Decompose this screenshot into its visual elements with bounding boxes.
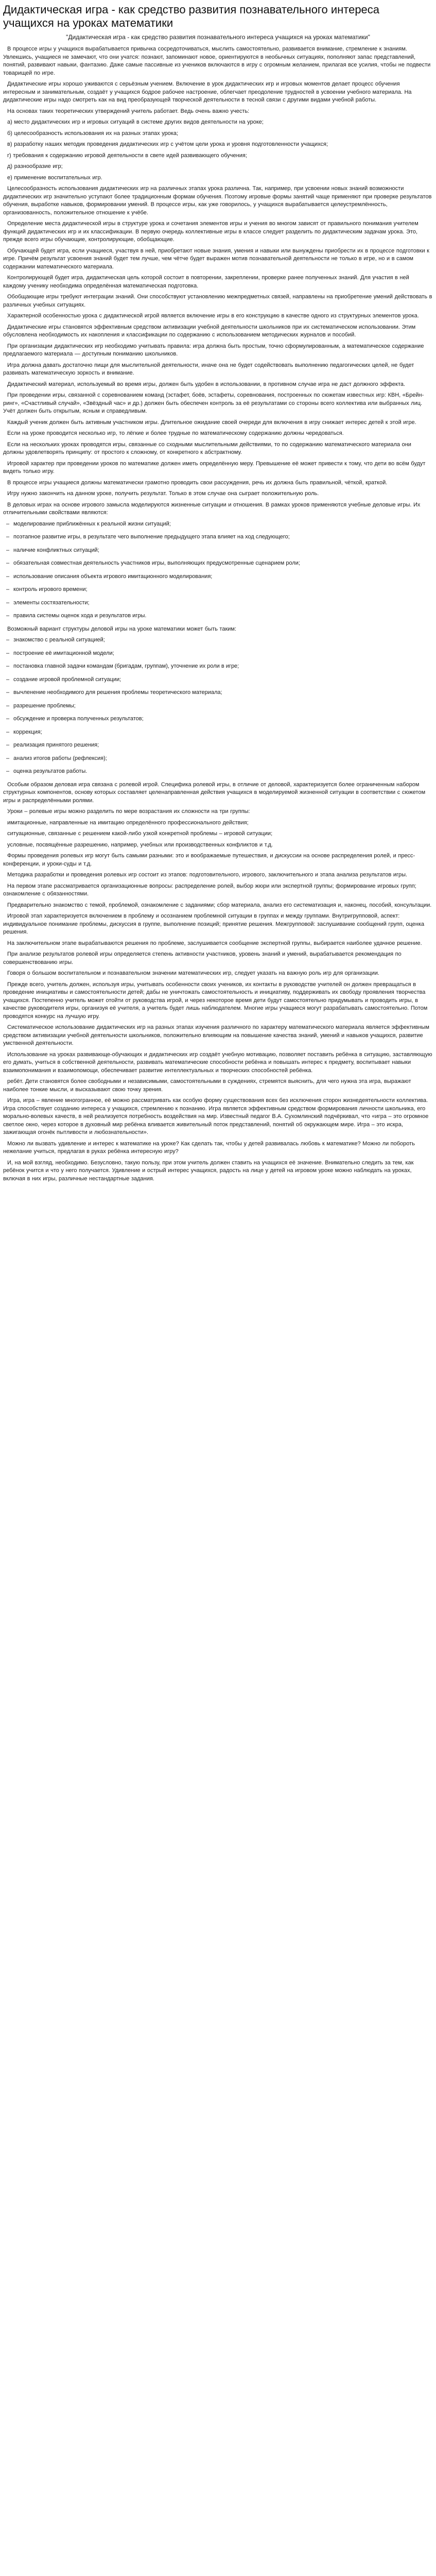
paragraph: Использование на уроках развивающе-обучающих и дидактических игр создаёт учебную мотивацию, позволяет поставить ребёнка в ситуацию, заставляющую его думать, учиться в собственной деятельности, развивать математические способности ребёнка и повышать интерес к предмету, воспитывает навыки взаимопонимания и взаимопомощи, обеспечивает развитие интеллектуальных и творческих способностей ребёнка. xyxy=(3,1051,432,1074)
paragraph: Игровой этап характеризуется включением в проблему и осознанием проблемной ситуации в группах и между группами. Внутригрупповой, аспект: индивидуальное понимание проблемы, дискуссия в группе, выполнение позиций; принятие решения. Межгрупповой: заслушивание сообщений групп, оценка решения. xyxy=(3,913,425,935)
paragraph: имитационные, направленные на имитацию определённого профессионального действия; xyxy=(7,819,249,826)
paragraph: На первом этапе рассматривается организационные вопросы: распределение ролей, выбор жюри или экспертной группы; формирование игровых групп; ознакомление с обязанностями. xyxy=(3,883,416,897)
paragraph: В процессе игры учащиеся должны математически грамотно проводить свои рассуждения, речь их должна быть правильной, чёткой, краткой. xyxy=(7,479,388,486)
list-item: – создание игровой проблемной ситуации; xyxy=(13,676,433,684)
list-item: – оценка результатов работы. xyxy=(13,768,433,776)
paragraph: г) требования к содержанию игровой деятельности в свете идей развивающего обучения; xyxy=(7,152,247,159)
list-item: – обсуждение и проверка полученных результатов; xyxy=(13,715,433,723)
list-item: – использование описания объекта игрового имитационного моделирования; xyxy=(13,573,433,581)
paragraph: е) применение воспитательных игр. xyxy=(7,174,102,181)
paragraph: В процессе игры у учащихся вырабатывается привычка сосредоточиваться, мыслить самостоятельно, развивается внимание, стремление к знаниям. Увлекшись, учащиеся не замечают, что они учатся: познают, запоминают новое, ориентируются в необычных ситуациях, пополняют запас представлений, понятий, развивают навыки, фантазию. Даже самые пассивные из учеников включаются в игру с огромным желанием, прилагая все усилия, чтобы не подвести товарищей по игре. xyxy=(3,46,431,76)
paragraph: Можно ли вызвать удивление и интерес к математике на уроке? Как сделать так, чтобы у детей развивалась любовь к математике? Можно ли побороть нежелание учиться, предлагая в руках ребёнка интересную игру? xyxy=(3,1140,415,1155)
list-item: – поэтапное развитие игры, в результате чего выполнение предыдущего этапа влияет на ход следующего; xyxy=(13,533,433,541)
paragraph: При проведении игры, связанной с соревнованием команд (эстафет, боёв, эстафеты, соревнования, построенных по сюжетам известных игр: КВН, «Брейн-ринг», «Счастливый случай», «Звёздный час» и др.) должен быть обеспечен контроль за её результатами со стороны всего коллектива или выбранных лиц. Учёт должен быть открытым, ясным и справедливым. xyxy=(3,392,424,414)
paragraph: И, на мой взгляд, необходимо. Безусловно, такую пользу, при этом учитель должен ставить на учащихся её значение. Внимательно следить за тем, как ребёнок учится и что у него получается. Удивление и острый интерес учащихся, радость на лице у детей на игровом уроке можно наблюдать на уроках, включая в них игры, различные нестандартные задания. xyxy=(3,1159,414,1182)
list-item: – построение её имитационной модели; xyxy=(13,650,433,658)
list-item: – анализ итогов работы (рефлексия); xyxy=(13,755,433,763)
paragraph: Обучающей будет игра, если учащиеся, участвуя в ней, приобретают новые знания, умения и навыки или вынуждены приобрести их в процессе подготовки к игре. Причём результат усвоения знаний будет тем лучше, чем чётче будет выражен мотив познавательной деятельности не только в игре, но и в самом содержании математического материала. xyxy=(3,247,429,270)
list-item: – наличие конфликтных ситуаций; xyxy=(13,547,433,555)
paragraph: Говоря о большом воспитательном и познавательном значении математических игр, следует указать на важную роль игр для организации. xyxy=(7,970,379,976)
paragraph: условные, посвящённые разрешению, например, учебных или производственных конфликтов и т.д. xyxy=(7,841,273,848)
paragraph: В деловых играх на основе игрового замысла моделируются жизненные ситуации и отношения. В рамках уроков применяются учебные деловые игры. Их отличительными свойствами являются: xyxy=(3,501,421,516)
list-item: – обязательная совместная деятельность участников игры, выполняющих предусмотренные сценарием роли; xyxy=(13,560,433,568)
paragraph: При организации дидактических игр необходимо учитывать правила: игра должна быть простым, точно сформулированным, а математическое содержание предлагаемого материала — доступным пониманию школьников. xyxy=(3,343,424,357)
paragraph: Дидактический материал, используемый во время игры, должен быть удобен в использовании, в противном случае игра не даст должного эффекта. xyxy=(7,381,406,387)
list-item: – постановка главной задачи командам (бригадам, группам), уточнение их роли в игре; xyxy=(13,663,433,671)
paragraph: Игровой характер при проведении уроков по математике должен иметь определённую меру. Превышение её может привести к тому, что дети во всём будут видеть только игру. xyxy=(3,460,426,474)
paragraph: Игра должна давать достаточно пищи для мыслительной деятельности, иначе она не будет содействовать выполнению педагогических целей, не будет развивать математическую зоркость и внимание. xyxy=(3,362,414,376)
article-title: Дидактическая игра - как средство развития познавательного интереса учащихся на уроках математики xyxy=(3,3,380,29)
document-page xyxy=(0,0,436,1196)
paragraph: Систематическое использование дидактических игр на разных этапах изучения различного по характеру математического материала является эффективным средством активизации учебной деятельности школьников, положительно влияющим на повышение качества знаний, умений и навыков учащихся, развитие умственной деятельности. xyxy=(3,1024,429,1046)
bullet-list xyxy=(3,520,433,620)
paragraph: Контролирующей будет игра, дидактическая цель которой состоит в повторении, закреплении, проверке ранее полученных знаний. Для участия в ней каждому ученику необходима определённая математическая подготовка. xyxy=(3,275,409,289)
paragraph: На основах таких теоретических утверждений учитель работает. Ведь очень важно учесть: xyxy=(7,108,250,114)
paragraph: Каждый ученик должен быть активным участником игры. Длительное ожидание своей очереди для включения в игру снижает интерес детей к этой игре. xyxy=(7,419,416,426)
list-item: – знакомство с реальной ситуацией; xyxy=(13,636,433,645)
paragraph: Методика разработки и проведения ролевых игр состоит из этапов: подготовительного, игрового, заключительного и этапа анализа результатов игры. xyxy=(7,872,408,878)
paragraph: а) место дидактических игр и игровых ситуаций в системе других видов деятельности на уроке; xyxy=(7,119,264,125)
article-subtitle: "Дидактическая игра - как средство развития познавательного интереса учащихся на уроках математики" xyxy=(66,33,370,41)
article-body xyxy=(3,45,433,1183)
paragraph: в) разработку наших методик проведения дидактических игр с учётом цели урока и уровня подготовленности учащихся; xyxy=(7,141,328,147)
paragraph: Игра, игра – явление многогранное, её можно рассматривать как особую форму существования всех без исключения сторон жизнедеятельности коллектива. Игра способствует созданию интереса у учащихся, стремлению к познанию. Игра является эффективным средством формирования личности школьника, его морально-волевых качеств, в ней реализуется потребность воздействия на мир. Известный педагог В.А. Сухомлинский подчёркивал, что «игра – это огромное светлое окно, через которое в духовный мир ребёнка вливается живительный поток представлений, понятий об окружающем мире. Игра – это искра, зажигающая огонёк пытливости и любознательности». xyxy=(3,1097,429,1136)
list-item: – реализация принятого решения; xyxy=(13,741,433,750)
paragraph: Предварительно знакомство с темой, проблемой, ознакомление с заданиями; сбор материала, анализ его систематизация и, наконец, пособий, консультации. xyxy=(7,902,432,908)
paragraph: ребёт. Дети становятся более свободными и независимыми, самостоятельными в суждениях, стремятся выяснить, для чего нужна эта игра, выражают наиболее тонкие мысли, и высказывают свою точку зрения. xyxy=(3,1078,411,1093)
paragraph: б) целесообразность использования их на разных этапах урока; xyxy=(7,130,179,137)
list-item: – элементы состязательности; xyxy=(13,599,433,607)
list-item: – правила системы оценок хода и результатов игры. xyxy=(13,612,433,620)
paragraph: Возможный вариант структуры деловой игры на уроке математики может быть таким: xyxy=(7,625,237,632)
paragraph: д) разнообразие игр; xyxy=(7,163,63,170)
paragraph: Игру нужно закончить на данном уроке, получить результат. Только в этом случае она сыграет положительную роль. xyxy=(7,490,319,497)
paragraph: При анализе результатов ролевой игры определяется степень активности участников, уровень знаний и умений, вырабатывается рекомендация по совершенствованию игры. xyxy=(3,951,402,965)
paragraph: Обобщающие игры требуют интеграции знаний. Они способствуют установлению межпредметных связей, направлены на приобретение умений действовать в различных учебных ситуациях. xyxy=(3,294,432,308)
paragraph: Если на нескольких уроках проводятся игры, связанные со сходными мыслительными действиями, то по содержанию математического материала они должны удовлетворять принципу: от простого к сложному, от конкретного к абстрактному. xyxy=(3,441,411,455)
paragraph: Определение места дидактической игры в структуре урока и сочетания элементов игры и учения во многом зависят от правильного понимания учителем функций дидактических игр и их классификации. В первую очередь коллективные игры в классе следует разделить по дидактическим задачам урока. Это, прежде всего игры обучающие, контролирующие, обобщающие. xyxy=(3,221,418,243)
list-item: – коррекция; xyxy=(13,728,433,737)
list-item: – вычленение необходимого для решения проблемы теоретического материала; xyxy=(13,689,433,697)
paragraph: Дидактические игры хорошо уживаются с серьёзным учением. Включение в урок дидактических игр и игровых моментов делает процесс обучения интересным и занимательным, создаёт у учащихся бодрое рабочее настроение, облегчает преодоление трудностей в усвоении учебного материала. На дидактические игры надо смотреть как на вид преобразующей творческой деятельности в тесной связи с другими видами учебной работы. xyxy=(3,81,412,103)
paragraph: Прежде всего, учитель должен, используя игры, учитывать особенности своих учеников, их контакты в руководстве учителей он должен превращаться в проведение инициативы и самостоятельности детей; дабы не уничтожать самостоятельность и инициативу, поддерживать их свободу проявления творчества учащихся. Постепенно учитель может отойти от руководства игрой, и через некоторое время дети будут самостоятельно придумывать и проводить игры, в качестве руководителя игры, организуя её учителя, а учитель будет лишь наблюдателем. Многие игры учащиеся могут разрабатывать самостоятельно. Потом проводятся конкурс на лучшую игру. xyxy=(3,981,428,1020)
paragraph: На заключительном этапе вырабатываются решения по проблеме, заслушивается сообщение экспертной группы, выбирается наиболее удачное решение. xyxy=(7,940,422,946)
paragraph: Формы проведения ролевых игр могут быть самыми разными: это и воображаемые путешествия, и дискуссии на основе распределения ролей, и пресс-конференции, и уроки-суды и т.д. xyxy=(3,853,415,867)
paragraph: Если на уроке проводится несколько игр, то лёгкие и более трудные по математическому содержанию должны чередоваться. xyxy=(7,430,344,436)
paragraph: Дидактические игры становятся эффективным средством активизации учебной деятельности школьников при их систематическом использовании. Этим обусловлена необходимость их накопления и классификации по содержанию с использованием методических журналов и пособий. xyxy=(3,324,416,338)
paragraph: Уроки – ролевые игры можно разделить по мере возрастания их сложности на три группы: xyxy=(7,808,250,815)
paragraph: Характерной особенностью урока с дидактической игрой является включение игры в его конструкцию в качестве одного из структурных элементов урока. xyxy=(7,313,419,319)
paragraph: Особым образом деловая игра связана с ролевой игрой. Специфика ролевой игры, в отличие от деловой, характеризуется более ограниченным набором структурных компонентов, основу которых составляет целенаправленная действия учащихся в моделируемой жизненной ситуации в соответствии с сюжетом игры и распределёнными ролями. xyxy=(3,781,426,804)
list-item: – моделирование приближённых к реальной жизни ситуаций; xyxy=(13,520,433,529)
list-item: – контроль игрового времени; xyxy=(13,586,433,594)
paragraph: ситуационные, связанные с решением какой-либо узкой конкретной проблемы – игровой ситуации; xyxy=(7,831,273,837)
paragraph: Целесообразность использования дидактических игр на различных этапах урока различна. Так, например, при усвоении новых знаний возможности дидактических игр значительно уступают более традиционным формам обучения. Поэтому игровые формы занятий чаще применяют при проверке результатов обучения, выработке навыков, формировании умений. В процессе игры, как уже говорилось, у учащихся вырабатывается целеустремлённость, организованность, положительное отношение к учёбе. xyxy=(3,185,432,216)
bullet-list xyxy=(3,636,433,776)
list-item: – разрешение проблемы; xyxy=(13,702,433,710)
